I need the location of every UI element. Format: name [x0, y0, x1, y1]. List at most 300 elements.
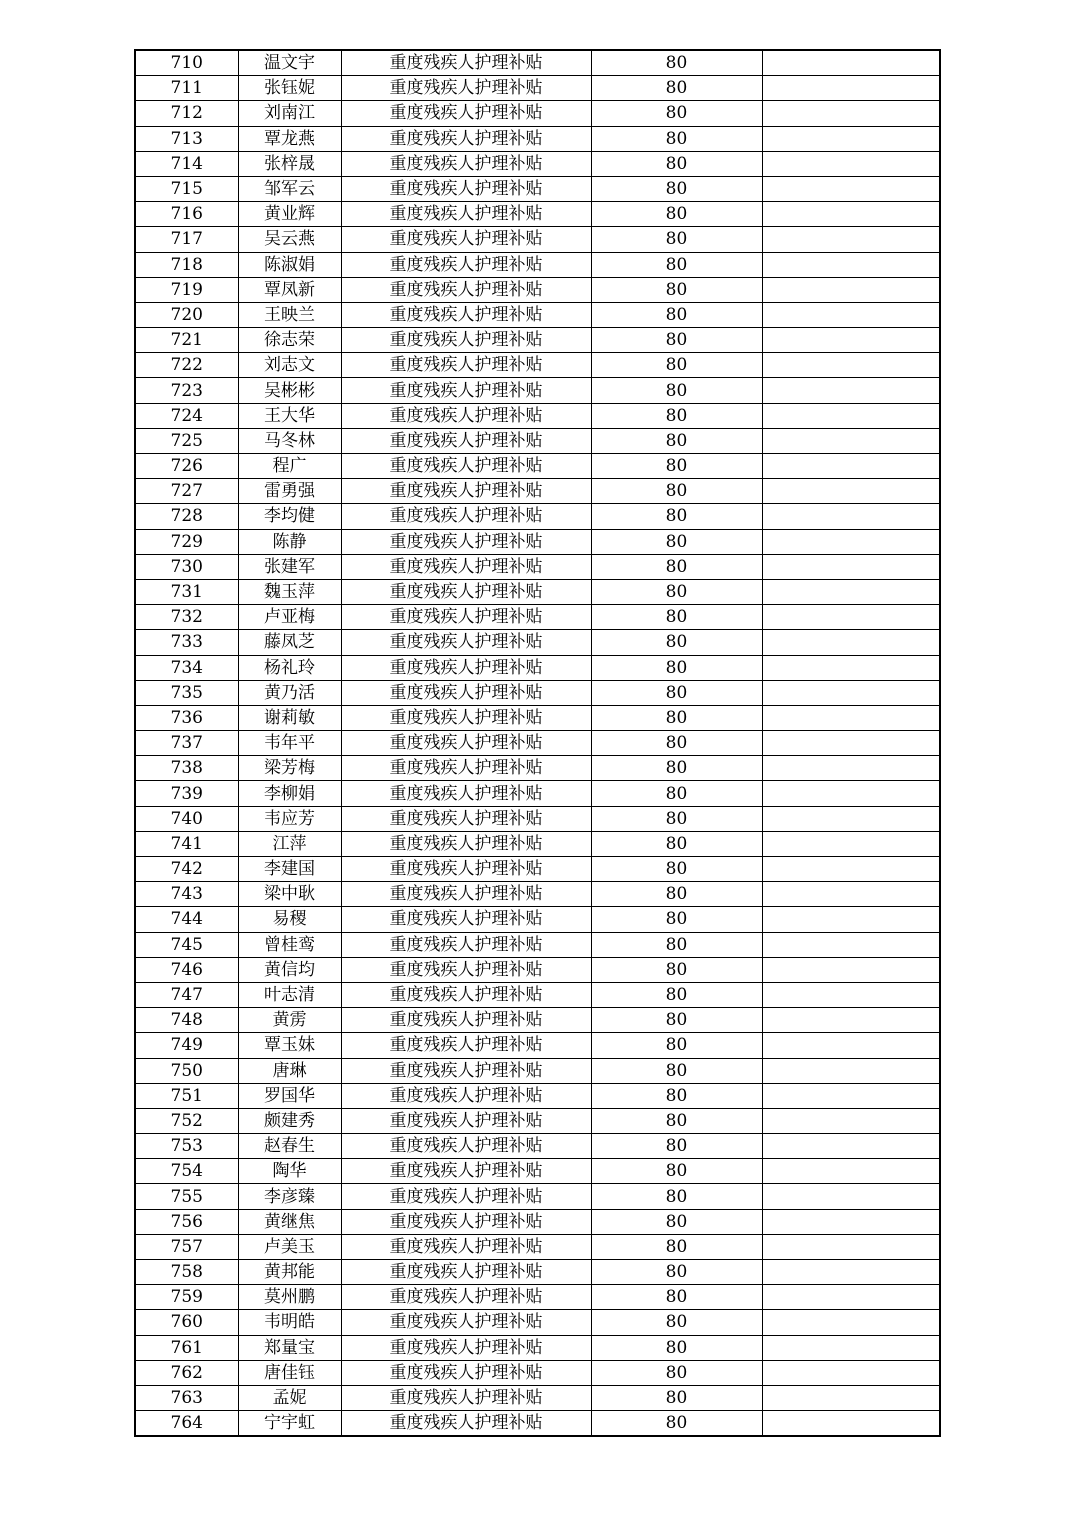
row-number-cell: 762 — [135, 1360, 238, 1385]
row-number-cell: 725 — [135, 428, 238, 453]
amount-cell: 80 — [591, 1260, 762, 1285]
name-cell: 刘南江 — [238, 101, 341, 126]
remarks-cell — [762, 202, 940, 227]
name-cell: 李均健 — [238, 504, 341, 529]
table-row — [135, 252, 940, 277]
table-row — [135, 831, 940, 856]
remarks-cell — [762, 1108, 940, 1133]
table-row — [135, 454, 940, 479]
subsidy-type-cell: 重度残疾人护理补贴 — [341, 252, 591, 277]
table-row — [135, 1033, 940, 1058]
amount-cell: 80 — [591, 605, 762, 630]
name-cell: 韦明皓 — [238, 1310, 341, 1335]
subsidy-type-cell: 重度残疾人护理补贴 — [341, 302, 591, 327]
table-row — [135, 705, 940, 730]
subsidy-type-cell: 重度残疾人护理补贴 — [341, 1360, 591, 1385]
table-row — [135, 1209, 940, 1234]
row-number-cell: 718 — [135, 252, 238, 277]
remarks-cell — [762, 1184, 940, 1209]
remarks-cell — [762, 882, 940, 907]
row-number-cell: 737 — [135, 731, 238, 756]
subsidy-type-cell: 重度残疾人护理补贴 — [341, 605, 591, 630]
row-number-cell: 710 — [135, 50, 238, 76]
remarks-cell — [762, 353, 940, 378]
table-row — [135, 605, 940, 630]
name-cell: 梁芳梅 — [238, 756, 341, 781]
amount-cell: 80 — [591, 781, 762, 806]
subsidy-type-cell: 重度残疾人护理补贴 — [341, 630, 591, 655]
table-row — [135, 1285, 940, 1310]
amount-cell: 80 — [591, 857, 762, 882]
remarks-cell — [762, 479, 940, 504]
remarks-cell — [762, 630, 940, 655]
remarks-cell — [762, 176, 940, 201]
name-cell: 江萍 — [238, 831, 341, 856]
row-number-cell: 712 — [135, 101, 238, 126]
row-number-cell: 745 — [135, 932, 238, 957]
amount-cell: 80 — [591, 302, 762, 327]
row-number-cell: 732 — [135, 605, 238, 630]
table-row — [135, 403, 940, 428]
subsidy-table — [134, 49, 941, 1437]
table-row — [135, 328, 940, 353]
subsidy-type-cell: 重度残疾人护理补贴 — [341, 529, 591, 554]
amount-cell: 80 — [591, 982, 762, 1007]
name-cell: 韦应芳 — [238, 806, 341, 831]
row-number-cell: 736 — [135, 705, 238, 730]
name-cell: 张梓晟 — [238, 151, 341, 176]
amount-cell: 80 — [591, 378, 762, 403]
table-row — [135, 101, 940, 126]
remarks-cell — [762, 806, 940, 831]
name-cell: 魏玉萍 — [238, 579, 341, 604]
row-number-cell: 734 — [135, 655, 238, 680]
table-row — [135, 957, 940, 982]
subsidy-type-cell: 重度残疾人护理补贴 — [341, 907, 591, 932]
remarks-cell — [762, 403, 940, 428]
subsidy-type-cell: 重度残疾人护理补贴 — [341, 1008, 591, 1033]
subsidy-type-cell: 重度残疾人护理补贴 — [341, 882, 591, 907]
subsidy-type-cell: 重度残疾人护理补贴 — [341, 554, 591, 579]
table-row — [135, 126, 940, 151]
row-number-cell: 755 — [135, 1184, 238, 1209]
remarks-cell — [762, 1083, 940, 1108]
name-cell: 颇建秀 — [238, 1108, 341, 1133]
amount-cell: 80 — [591, 1108, 762, 1133]
subsidy-type-cell: 重度残疾人护理补贴 — [341, 1209, 591, 1234]
subsidy-type-cell: 重度残疾人护理补贴 — [341, 731, 591, 756]
subsidy-type-cell: 重度残疾人护理补贴 — [341, 76, 591, 101]
table-row — [135, 806, 940, 831]
amount-cell: 80 — [591, 353, 762, 378]
table-row — [135, 504, 940, 529]
name-cell: 叶志清 — [238, 982, 341, 1007]
amount-cell: 80 — [591, 151, 762, 176]
name-cell: 陈静 — [238, 529, 341, 554]
table-row — [135, 378, 940, 403]
remarks-cell — [762, 302, 940, 327]
name-cell: 唐佳钰 — [238, 1360, 341, 1385]
table-row — [135, 630, 940, 655]
subsidy-type-cell: 重度残疾人护理补贴 — [341, 957, 591, 982]
remarks-cell — [762, 328, 940, 353]
remarks-cell — [762, 101, 940, 126]
remarks-cell — [762, 50, 940, 76]
amount-cell: 80 — [591, 126, 762, 151]
table-row — [135, 1083, 940, 1108]
table-row — [135, 655, 940, 680]
name-cell: 郑量宝 — [238, 1335, 341, 1360]
row-number-cell: 733 — [135, 630, 238, 655]
row-number-cell: 742 — [135, 857, 238, 882]
table-row — [135, 680, 940, 705]
name-cell: 卢亚梅 — [238, 605, 341, 630]
subsidy-type-cell: 重度残疾人护理补贴 — [341, 1134, 591, 1159]
name-cell: 张建军 — [238, 554, 341, 579]
amount-cell: 80 — [591, 957, 762, 982]
table-row — [135, 1234, 940, 1259]
remarks-cell — [762, 1008, 940, 1033]
amount-cell: 80 — [591, 202, 762, 227]
row-number-cell: 754 — [135, 1159, 238, 1184]
amount-cell: 80 — [591, 1209, 762, 1234]
subsidy-type-cell: 重度残疾人护理补贴 — [341, 1108, 591, 1133]
row-number-cell: 761 — [135, 1335, 238, 1360]
row-number-cell: 747 — [135, 982, 238, 1007]
subsidy-type-cell: 重度残疾人护理补贴 — [341, 705, 591, 730]
subsidy-type-cell: 重度残疾人护理补贴 — [341, 781, 591, 806]
amount-cell: 80 — [591, 252, 762, 277]
remarks-cell — [762, 252, 940, 277]
table-row — [135, 76, 940, 101]
row-number-cell: 749 — [135, 1033, 238, 1058]
remarks-cell — [762, 1360, 940, 1385]
subsidy-type-cell: 重度残疾人护理补贴 — [341, 1260, 591, 1285]
subsidy-type-cell: 重度残疾人护理补贴 — [341, 1083, 591, 1108]
amount-cell: 80 — [591, 1083, 762, 1108]
subsidy-type-cell: 重度残疾人护理补贴 — [341, 1058, 591, 1083]
name-cell: 韦年平 — [238, 731, 341, 756]
remarks-cell — [762, 227, 940, 252]
row-number-cell: 723 — [135, 378, 238, 403]
remarks-cell — [762, 781, 940, 806]
subsidy-type-cell: 重度残疾人护理补贴 — [341, 504, 591, 529]
amount-cell: 80 — [591, 1033, 762, 1058]
subsidy-type-cell: 重度残疾人护理补贴 — [341, 1335, 591, 1360]
row-number-cell: 757 — [135, 1234, 238, 1259]
table-row — [135, 277, 940, 302]
row-number-cell: 750 — [135, 1058, 238, 1083]
table-row — [135, 50, 940, 76]
name-cell: 吴云燕 — [238, 227, 341, 252]
name-cell: 王映兰 — [238, 302, 341, 327]
name-cell: 曾桂鸾 — [238, 932, 341, 957]
remarks-cell — [762, 932, 940, 957]
subsidy-type-cell: 重度残疾人护理补贴 — [341, 454, 591, 479]
table-row — [135, 882, 940, 907]
name-cell: 马冬林 — [238, 428, 341, 453]
row-number-cell: 751 — [135, 1083, 238, 1108]
subsidy-type-cell: 重度残疾人护理补贴 — [341, 1159, 591, 1184]
amount-cell: 80 — [591, 579, 762, 604]
row-number-cell: 752 — [135, 1108, 238, 1133]
subsidy-type-cell: 重度残疾人护理补贴 — [341, 831, 591, 856]
name-cell: 罗国华 — [238, 1083, 341, 1108]
row-number-cell: 717 — [135, 227, 238, 252]
subsidy-type-cell: 重度残疾人护理补贴 — [341, 1234, 591, 1259]
subsidy-type-cell: 重度残疾人护理补贴 — [341, 982, 591, 1007]
remarks-cell — [762, 378, 940, 403]
subsidy-type-cell: 重度残疾人护理补贴 — [341, 1285, 591, 1310]
amount-cell: 80 — [591, 907, 762, 932]
amount-cell: 80 — [591, 1335, 762, 1360]
name-cell: 覃龙燕 — [238, 126, 341, 151]
amount-cell: 80 — [591, 428, 762, 453]
table-row — [135, 731, 940, 756]
name-cell: 谢莉敏 — [238, 705, 341, 730]
row-number-cell: 759 — [135, 1285, 238, 1310]
row-number-cell: 735 — [135, 680, 238, 705]
subsidy-type-cell: 重度残疾人护理补贴 — [341, 479, 591, 504]
subsidy-type-cell: 重度残疾人护理补贴 — [341, 1033, 591, 1058]
amount-cell: 80 — [591, 630, 762, 655]
subsidy-type-cell: 重度残疾人护理补贴 — [341, 277, 591, 302]
subsidy-type-cell: 重度残疾人护理补贴 — [341, 680, 591, 705]
amount-cell: 80 — [591, 504, 762, 529]
amount-cell: 80 — [591, 756, 762, 781]
table-row — [135, 302, 940, 327]
amount-cell: 80 — [591, 806, 762, 831]
name-cell: 黄继焦 — [238, 1209, 341, 1234]
amount-cell: 80 — [591, 1411, 762, 1437]
amount-cell: 80 — [591, 831, 762, 856]
table-row — [135, 579, 940, 604]
subsidy-type-cell: 重度残疾人护理补贴 — [341, 857, 591, 882]
row-number-cell: 715 — [135, 176, 238, 201]
name-cell: 卢美玉 — [238, 1234, 341, 1259]
row-number-cell: 758 — [135, 1260, 238, 1285]
remarks-cell — [762, 982, 940, 1007]
remarks-cell — [762, 1134, 940, 1159]
row-number-cell: 741 — [135, 831, 238, 856]
amount-cell: 80 — [591, 403, 762, 428]
row-number-cell: 746 — [135, 957, 238, 982]
name-cell: 孟妮 — [238, 1385, 341, 1410]
remarks-cell — [762, 1335, 940, 1360]
subsidy-type-cell: 重度残疾人护理补贴 — [341, 1385, 591, 1410]
name-cell: 覃玉妹 — [238, 1033, 341, 1058]
table-row — [135, 479, 940, 504]
remarks-cell — [762, 1209, 940, 1234]
remarks-cell — [762, 151, 940, 176]
amount-cell: 80 — [591, 1159, 762, 1184]
subsidy-type-cell: 重度残疾人护理补贴 — [341, 176, 591, 201]
table-row — [135, 932, 940, 957]
row-number-cell: 740 — [135, 806, 238, 831]
amount-cell: 80 — [591, 1184, 762, 1209]
table-row — [135, 176, 940, 201]
amount-cell: 80 — [591, 1058, 762, 1083]
remarks-cell — [762, 1234, 940, 1259]
remarks-cell — [762, 1310, 940, 1335]
amount-cell: 80 — [591, 328, 762, 353]
amount-cell: 80 — [591, 655, 762, 680]
name-cell: 莫州鹏 — [238, 1285, 341, 1310]
table-row — [135, 1360, 940, 1385]
remarks-cell — [762, 705, 940, 730]
amount-cell: 80 — [591, 1234, 762, 1259]
remarks-cell — [762, 529, 940, 554]
name-cell: 温文宇 — [238, 50, 341, 76]
remarks-cell — [762, 454, 940, 479]
subsidy-type-cell: 重度残疾人护理补贴 — [341, 126, 591, 151]
subsidy-type-cell: 重度残疾人护理补贴 — [341, 1310, 591, 1335]
name-cell: 藤凤芝 — [238, 630, 341, 655]
subsidy-type-cell: 重度残疾人护理补贴 — [341, 227, 591, 252]
row-number-cell: 730 — [135, 554, 238, 579]
remarks-cell — [762, 126, 940, 151]
amount-cell: 80 — [591, 479, 762, 504]
amount-cell: 80 — [591, 680, 762, 705]
name-cell: 黄乃活 — [238, 680, 341, 705]
table-body — [135, 50, 940, 1436]
name-cell: 黄邦能 — [238, 1260, 341, 1285]
name-cell: 赵春生 — [238, 1134, 341, 1159]
remarks-cell — [762, 731, 940, 756]
name-cell: 易稷 — [238, 907, 341, 932]
table-row — [135, 1411, 940, 1437]
remarks-cell — [762, 1385, 940, 1410]
name-cell: 唐琳 — [238, 1058, 341, 1083]
remarks-cell — [762, 554, 940, 579]
table-row — [135, 1385, 940, 1410]
name-cell: 黄业辉 — [238, 202, 341, 227]
subsidy-type-cell: 重度残疾人护理补贴 — [341, 101, 591, 126]
subsidy-type-cell: 重度残疾人护理补贴 — [341, 655, 591, 680]
row-number-cell: 724 — [135, 403, 238, 428]
row-number-cell: 756 — [135, 1209, 238, 1234]
name-cell: 王大华 — [238, 403, 341, 428]
remarks-cell — [762, 1033, 940, 1058]
remarks-cell — [762, 1260, 940, 1285]
amount-cell: 80 — [591, 1285, 762, 1310]
amount-cell: 80 — [591, 1385, 762, 1410]
row-number-cell: 728 — [135, 504, 238, 529]
amount-cell: 80 — [591, 529, 762, 554]
remarks-cell — [762, 1159, 940, 1184]
subsidy-type-cell: 重度残疾人护理补贴 — [341, 1411, 591, 1437]
row-number-cell: 738 — [135, 756, 238, 781]
remarks-cell — [762, 831, 940, 856]
name-cell: 雷勇强 — [238, 479, 341, 504]
row-number-cell: 722 — [135, 353, 238, 378]
table-row — [135, 1260, 940, 1285]
remarks-cell — [762, 907, 940, 932]
name-cell: 覃凤新 — [238, 277, 341, 302]
name-cell: 徐志荣 — [238, 328, 341, 353]
table-row — [135, 151, 940, 176]
name-cell: 黄信均 — [238, 957, 341, 982]
table-row — [135, 857, 940, 882]
table-row — [135, 227, 940, 252]
name-cell: 李柳娟 — [238, 781, 341, 806]
name-cell: 李建国 — [238, 857, 341, 882]
amount-cell: 80 — [591, 76, 762, 101]
row-number-cell: 716 — [135, 202, 238, 227]
row-number-cell: 739 — [135, 781, 238, 806]
subsidy-type-cell: 重度残疾人护理补贴 — [341, 579, 591, 604]
name-cell: 陶华 — [238, 1159, 341, 1184]
remarks-cell — [762, 76, 940, 101]
table-row — [135, 756, 940, 781]
subsidy-type-cell: 重度残疾人护理补贴 — [341, 353, 591, 378]
remarks-cell — [762, 1411, 940, 1437]
row-number-cell: 713 — [135, 126, 238, 151]
table-row — [135, 554, 940, 579]
table-row — [135, 428, 940, 453]
amount-cell: 80 — [591, 454, 762, 479]
name-cell: 宁宇虹 — [238, 1411, 341, 1437]
row-number-cell: 760 — [135, 1310, 238, 1335]
table-row — [135, 1058, 940, 1083]
subsidy-type-cell: 重度残疾人护理补贴 — [341, 378, 591, 403]
document-page — [134, 49, 939, 1437]
amount-cell: 80 — [591, 50, 762, 76]
table-row — [135, 1335, 940, 1360]
remarks-cell — [762, 504, 940, 529]
subsidy-type-cell: 重度残疾人护理补贴 — [341, 328, 591, 353]
amount-cell: 80 — [591, 101, 762, 126]
name-cell: 杨礼玲 — [238, 655, 341, 680]
row-number-cell: 714 — [135, 151, 238, 176]
amount-cell: 80 — [591, 705, 762, 730]
table-row — [135, 1310, 940, 1335]
remarks-cell — [762, 857, 940, 882]
remarks-cell — [762, 428, 940, 453]
name-cell: 程广 — [238, 454, 341, 479]
amount-cell: 80 — [591, 277, 762, 302]
remarks-cell — [762, 680, 940, 705]
amount-cell: 80 — [591, 1310, 762, 1335]
name-cell: 张钰妮 — [238, 76, 341, 101]
row-number-cell: 726 — [135, 454, 238, 479]
subsidy-type-cell: 重度残疾人护理补贴 — [341, 428, 591, 453]
table-row — [135, 781, 940, 806]
subsidy-type-cell: 重度残疾人护理补贴 — [341, 756, 591, 781]
row-number-cell: 744 — [135, 907, 238, 932]
row-number-cell: 719 — [135, 277, 238, 302]
amount-cell: 80 — [591, 932, 762, 957]
row-number-cell: 763 — [135, 1385, 238, 1410]
row-number-cell: 731 — [135, 579, 238, 604]
table-row — [135, 1159, 940, 1184]
name-cell: 李彦臻 — [238, 1184, 341, 1209]
row-number-cell: 753 — [135, 1134, 238, 1159]
name-cell: 陈淑娟 — [238, 252, 341, 277]
remarks-cell — [762, 957, 940, 982]
row-number-cell: 711 — [135, 76, 238, 101]
amount-cell: 80 — [591, 731, 762, 756]
amount-cell: 80 — [591, 227, 762, 252]
table-row — [135, 1134, 940, 1159]
table-row — [135, 1008, 940, 1033]
table-row — [135, 1108, 940, 1133]
row-number-cell: 748 — [135, 1008, 238, 1033]
remarks-cell — [762, 579, 940, 604]
remarks-cell — [762, 277, 940, 302]
table-row — [135, 1184, 940, 1209]
amount-cell: 80 — [591, 554, 762, 579]
